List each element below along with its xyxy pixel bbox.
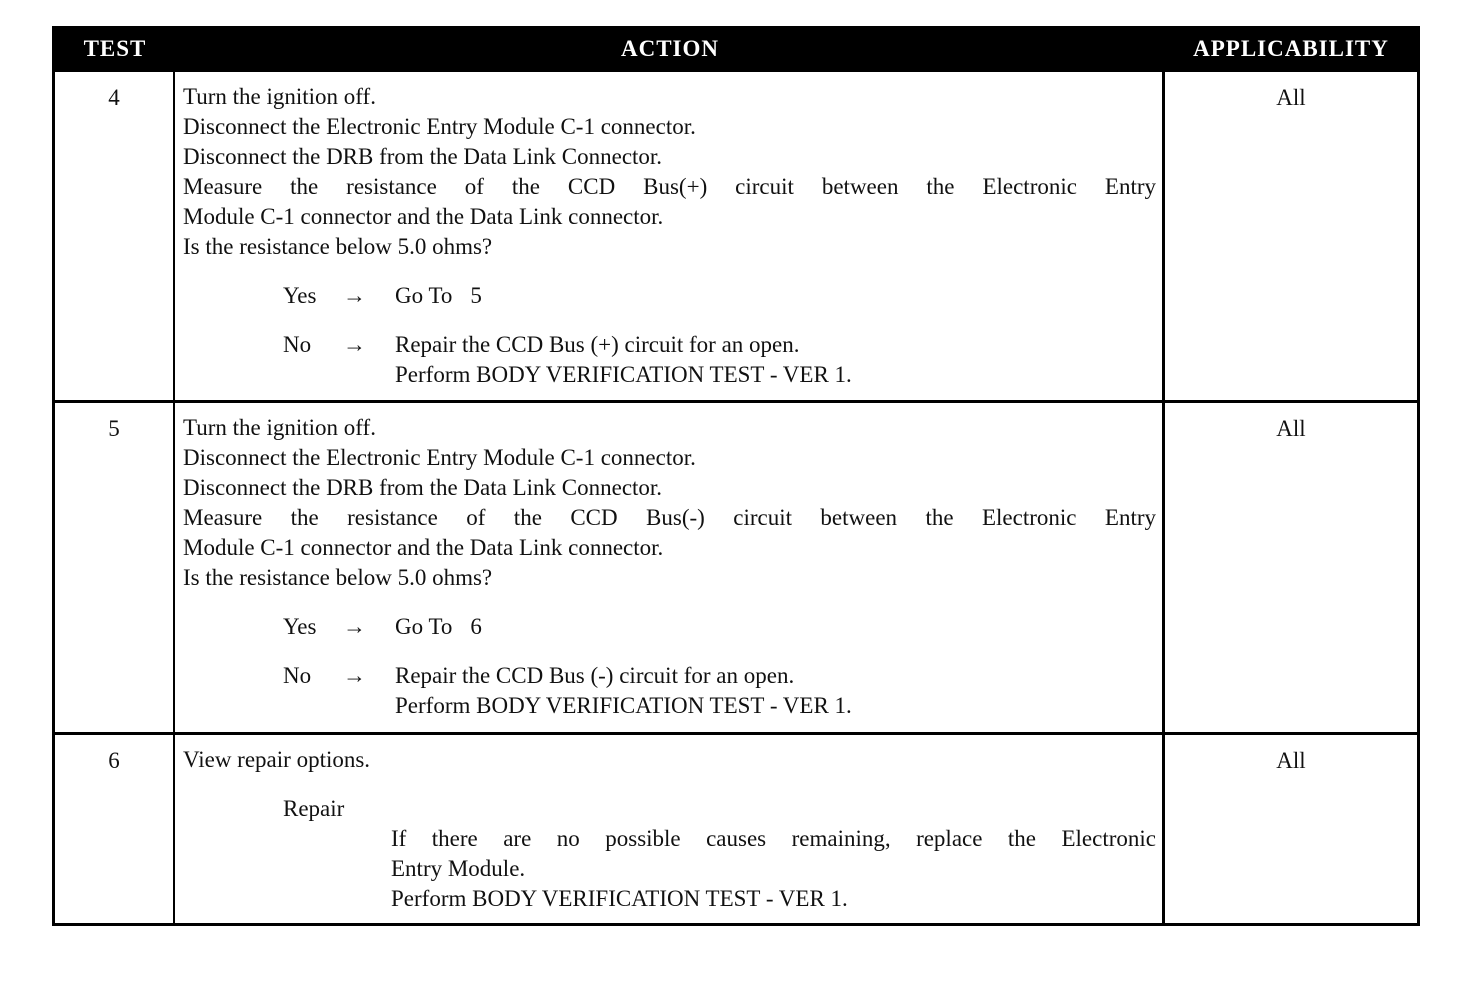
right-arrow-icon: →: [343, 614, 366, 639]
step-line: Turn the ignition off.: [183, 415, 376, 440]
diagnostic-test-table: [52, 26, 1420, 926]
step-line: Is the resistance below 5.0 ohms?: [183, 234, 493, 259]
action-cell: [175, 403, 1165, 732]
applicability-cell: All: [1276, 416, 1306, 441]
step-line: Disconnect the Electronic Entry Module C-1 connector.: [183, 445, 696, 470]
no-action-line: Perform BODY VERIFICATION TEST - VER 1.: [395, 693, 852, 718]
test-number: 4: [55, 72, 175, 400]
no-action: [395, 330, 1156, 390]
repair-label: Repair: [283, 796, 345, 821]
repair-line: If there are no possible causes remaining, replace the Electronic: [391, 826, 1156, 851]
goto-target: 6: [470, 614, 482, 639]
right-arrow-icon: →: [343, 283, 366, 308]
yes-result: [183, 281, 1156, 311]
applicability-cell: All: [1276, 748, 1306, 773]
right-arrow-icon: →: [343, 663, 366, 688]
step-line: Module C-1 connector and the Data Link connector.: [183, 535, 664, 560]
goto-target: 5: [470, 283, 482, 308]
table-row-test-4: [55, 69, 1417, 400]
no-action-line: Repair the CCD Bus (-) circuit for an open.: [395, 663, 795, 688]
no-label: No: [283, 332, 312, 357]
repair-line: Entry Module.: [391, 856, 526, 881]
action-cell: [175, 735, 1165, 923]
header-test: TEST: [83, 36, 147, 61]
step-line: Disconnect the Electronic Entry Module C-1 connector.: [183, 114, 696, 139]
goto-label: Go To: [395, 614, 453, 639]
step-line: Measure the resistance of the CCD Bus(+) circuit between the Electronic Entry: [183, 174, 1156, 199]
yes-goto: [395, 612, 1156, 642]
no-label: No: [283, 663, 312, 688]
header-applicability: APPLICABILITY: [1193, 36, 1389, 61]
no-action: [395, 661, 1156, 721]
yes-label: Yes: [283, 614, 317, 639]
step-line: Turn the ignition off.: [183, 84, 376, 109]
test-number: 5: [55, 403, 175, 732]
goto-label: Go To: [395, 283, 453, 308]
repair-instructions: [391, 824, 1156, 914]
yes-result: [183, 612, 1156, 642]
right-arrow-icon: →: [343, 332, 366, 357]
step-line: Disconnect the DRB from the Data Link Connector.: [183, 475, 663, 500]
no-action-line: Perform BODY VERIFICATION TEST - VER 1.: [395, 362, 852, 387]
no-result: [183, 330, 1156, 390]
step-line: Is the resistance below 5.0 ohms?: [183, 565, 493, 590]
header-action: ACTION: [620, 36, 719, 61]
table-row-test-6: [55, 732, 1417, 923]
yes-label: Yes: [283, 283, 317, 308]
yes-goto: [395, 281, 1156, 311]
table-row-test-5: [55, 400, 1417, 732]
applicability-cell: All: [1276, 85, 1306, 110]
step-line: Module C-1 connector and the Data Link connector.: [183, 204, 664, 229]
test-number: 6: [55, 735, 175, 923]
step-line: View repair options.: [183, 747, 371, 772]
action-cell: [175, 72, 1165, 400]
table-header: [55, 29, 1417, 69]
step-line: Disconnect the DRB from the Data Link Connector.: [183, 144, 663, 169]
no-action-line: Repair the CCD Bus (+) circuit for an open.: [395, 332, 800, 357]
no-result: [183, 661, 1156, 721]
step-line: Measure the resistance of the CCD Bus(-) circuit between the Electronic Entry: [183, 505, 1156, 530]
repair-line: Perform BODY VERIFICATION TEST - VER 1.: [391, 886, 848, 911]
